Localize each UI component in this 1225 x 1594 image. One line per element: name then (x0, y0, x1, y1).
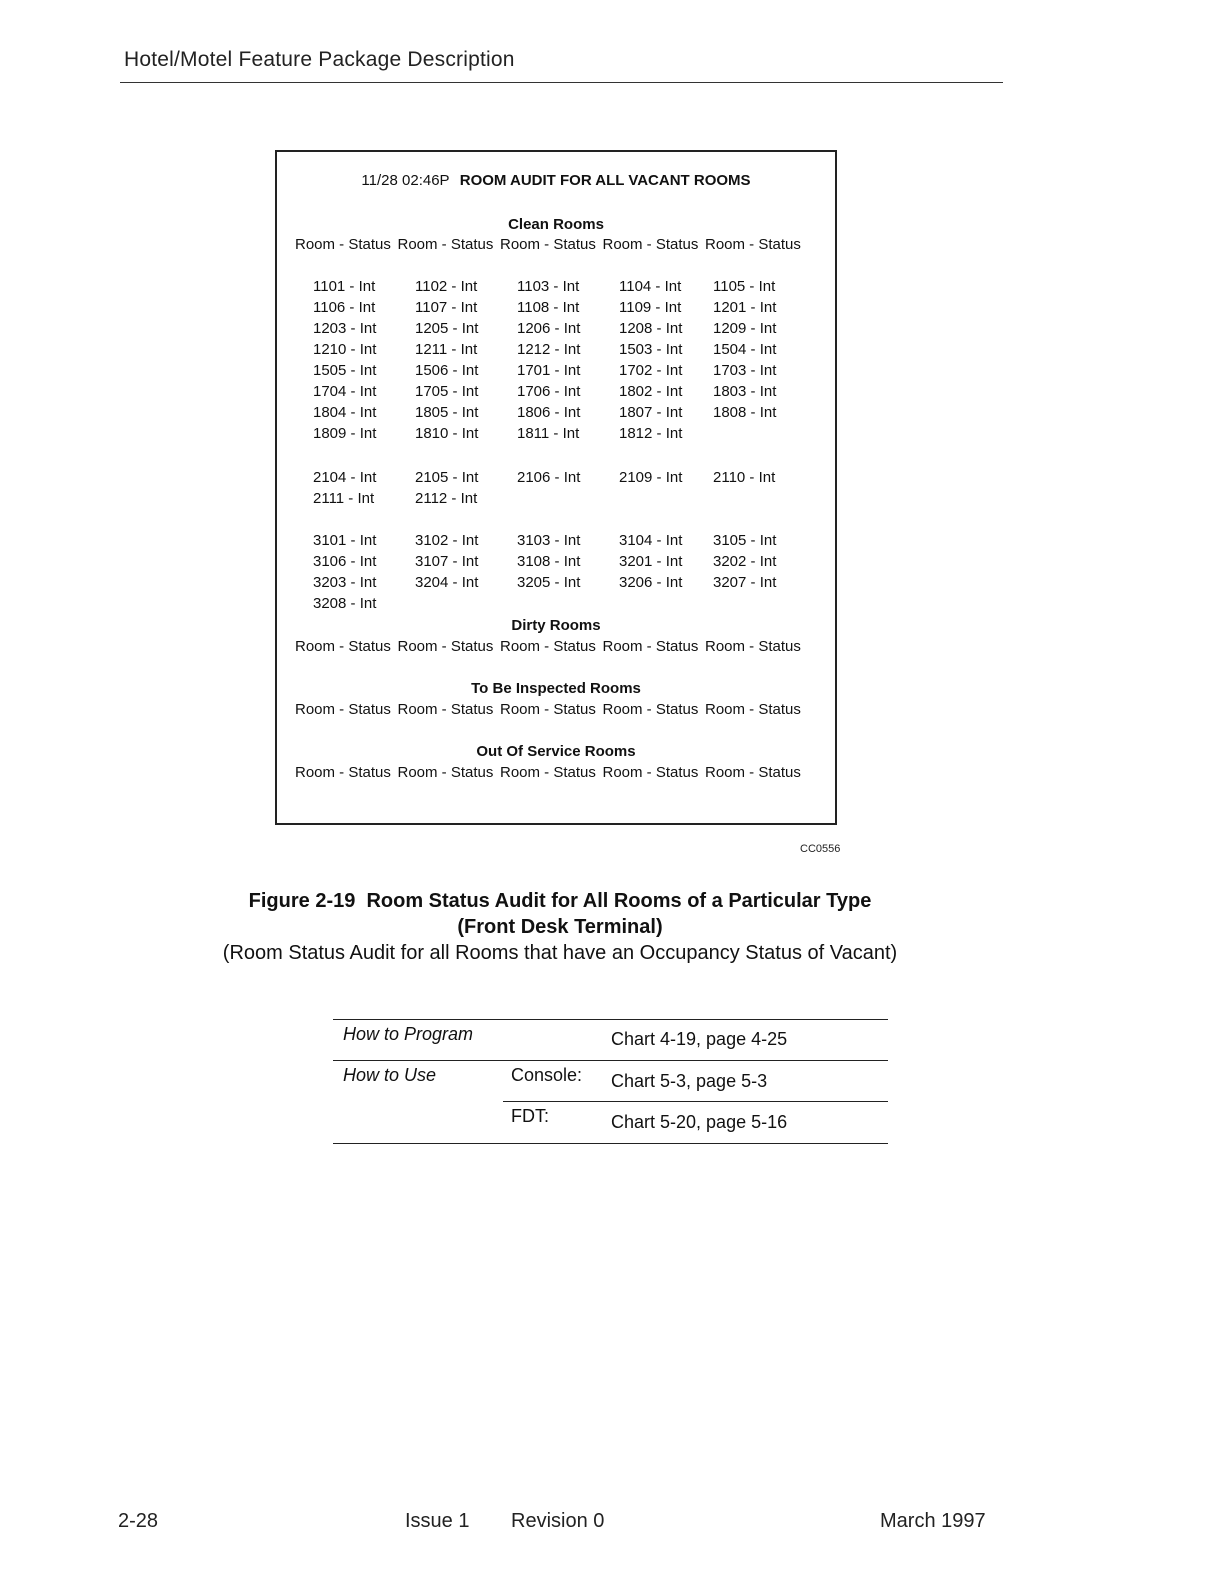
footer-page-number: 2-28 (118, 1510, 159, 1532)
room-status-cell: 1212 - Int (517, 341, 581, 358)
room-status-cell: 2112 - Int (415, 490, 478, 507)
rule-bottom (333, 1143, 888, 1144)
room-status-cell: 1808 - Int (713, 404, 777, 421)
column-header-cell: Room - Status (397, 701, 494, 718)
room-status-cell (713, 593, 815, 614)
how-to-program-label: How to Program (343, 1024, 474, 1044)
room-status-cell: 1108 - Int (517, 299, 580, 316)
column-header-cell: Room - Status (500, 236, 596, 253)
room-status-cell: 3102 - Int (415, 532, 479, 549)
room-status-cell (415, 593, 517, 614)
room-status-cell: 1208 - Int (619, 320, 683, 337)
fdt-value: Chart 5-20, page 5-16 (611, 1112, 788, 1132)
room-status-cell: 1703 - Int (713, 362, 777, 379)
room-status-cell: 2109 - Int (619, 469, 683, 486)
clean-column-header (295, 236, 815, 253)
room-row (313, 360, 815, 381)
room-status-cell (619, 593, 713, 614)
column-header-cell: Room - Status (500, 638, 596, 655)
inspect-column-header (295, 701, 815, 718)
reference-table (333, 1019, 888, 1145)
figure-heading: ROOM AUDIT FOR ALL VACANT ROOMS (459, 172, 751, 189)
room-status-cell: 1812 - Int (619, 425, 683, 442)
column-header-cell: Room - Status (602, 638, 699, 655)
footer-issue: Issue 1 (405, 1510, 470, 1532)
room-status-cell: 1701 - Int (517, 362, 581, 379)
column-header-cell: Room - Status (295, 701, 391, 718)
clean-group-3 (313, 530, 815, 614)
column-header-cell: Room - Status (602, 764, 699, 781)
column-header-cell: Room - Status (295, 638, 391, 655)
room-row (313, 572, 815, 593)
room-status-cell (713, 488, 815, 509)
footer-date: March 1997 (880, 1510, 986, 1532)
room-status-cell: 1704 - Int (313, 383, 377, 400)
room-status-cell: 3105 - Int (713, 532, 777, 549)
header-rule (120, 82, 1003, 83)
room-status-cell: 1103 - Int (517, 278, 580, 295)
console-value: Chart 5-3, page 5-3 (611, 1071, 768, 1091)
room-status-cell: 3106 - Int (313, 553, 377, 570)
room-row (313, 381, 815, 402)
room-status-cell: 3107 - Int (415, 553, 479, 570)
room-row (313, 318, 815, 339)
room-row (313, 297, 815, 318)
column-header-cell: Room - Status (705, 764, 801, 781)
column-header-cell: Room - Status (500, 764, 596, 781)
column-header-cell: Room - Status (397, 236, 494, 253)
room-status-cell: 2111 - Int (313, 490, 375, 507)
room-status-cell: 1109 - Int (619, 299, 682, 316)
room-status-cell: 3104 - Int (619, 532, 683, 549)
room-status-cell: 1811 - Int (517, 425, 580, 442)
clean-group-1 (313, 276, 815, 444)
figure-title (277, 172, 835, 189)
caption-line-2: (Front Desk Terminal) (457, 916, 663, 938)
room-status-cell: 1802 - Int (619, 383, 683, 400)
room-row (313, 530, 815, 551)
room-row (313, 423, 815, 444)
column-header-cell: Room - Status (295, 764, 391, 781)
room-status-cell: 1505 - Int (313, 362, 377, 379)
room-status-cell: 3208 - Int (313, 595, 377, 612)
room-status-cell: 3201 - Int (619, 553, 683, 570)
room-row (313, 402, 815, 423)
figure-timestamp: 11/28 02:46P (361, 172, 450, 189)
room-status-cell: 1506 - Int (415, 362, 479, 379)
column-header-cell: Room - Status (602, 236, 699, 253)
room-status-cell: 1210 - Int (313, 341, 377, 358)
rule-top (333, 1019, 888, 1020)
room-status-cell: 1810 - Int (415, 425, 479, 442)
room-status-cell: 3205 - Int (517, 574, 581, 591)
rule-mid (333, 1060, 888, 1061)
room-status-cell (517, 593, 619, 614)
oos-column-header (295, 764, 815, 781)
room-status-cell: 1102 - Int (415, 278, 478, 295)
oos-rooms-title: Out Of Service Rooms (476, 743, 636, 760)
room-audit-figure (275, 150, 837, 825)
room-row (313, 593, 815, 614)
room-status-cell (517, 488, 619, 509)
room-status-cell: 3203 - Int (313, 574, 377, 591)
room-status-cell: 1706 - Int (517, 383, 581, 400)
room-status-cell: 1105 - Int (713, 278, 776, 295)
room-status-cell: 1211 - Int (415, 341, 478, 358)
room-status-cell: 2110 - Int (713, 469, 776, 486)
room-status-cell: 2104 - Int (313, 469, 377, 486)
room-row (313, 467, 815, 488)
column-header-cell: Room - Status (397, 638, 494, 655)
room-status-cell: 1107 - Int (415, 299, 478, 316)
room-status-cell: 1807 - Int (619, 404, 683, 421)
room-status-cell: 1205 - Int (415, 320, 479, 337)
room-row (313, 339, 815, 360)
column-header-cell: Room - Status (500, 701, 596, 718)
room-status-cell: 1804 - Int (313, 404, 377, 421)
console-label: Console: (511, 1065, 583, 1085)
column-header-cell: Room - Status (705, 638, 801, 655)
caption-line-3: (Room Status Audit for all Rooms that have an Occupancy Status of Vacant) (222, 942, 898, 964)
dirty-column-header (295, 638, 815, 655)
room-status-cell: 1806 - Int (517, 404, 581, 421)
room-row (313, 551, 815, 572)
footer-revision: Revision 0 (511, 1510, 605, 1532)
caption-line-1: Figure 2-19 Room Status Audit for All Rooms of a Particular Type (248, 890, 872, 912)
dirty-rooms-title: Dirty Rooms (511, 617, 601, 634)
room-status-cell: 1503 - Int (619, 341, 683, 358)
room-status-cell (619, 488, 713, 509)
room-status-cell: 3108 - Int (517, 553, 581, 570)
column-header-cell: Room - Status (705, 701, 801, 718)
room-status-cell: 3202 - Int (713, 553, 777, 570)
column-header-cell: Room - Status (602, 701, 699, 718)
figure-code: CC0556 (800, 843, 841, 855)
room-status-cell: 3207 - Int (713, 574, 777, 591)
room-status-cell: 1805 - Int (415, 404, 479, 421)
room-row (313, 276, 815, 297)
room-status-cell: 2106 - Int (517, 469, 581, 486)
room-status-cell: 1702 - Int (619, 362, 683, 379)
room-status-cell: 1803 - Int (713, 383, 777, 400)
column-header-cell: Room - Status (397, 764, 494, 781)
room-status-cell: 3204 - Int (415, 574, 479, 591)
room-status-cell: 1209 - Int (713, 320, 777, 337)
how-to-use-label: How to Use (343, 1065, 437, 1085)
room-status-cell: 1206 - Int (517, 320, 581, 337)
room-status-cell: 1809 - Int (313, 425, 377, 442)
clean-group-2 (313, 467, 815, 509)
room-status-cell: 1504 - Int (713, 341, 777, 358)
room-status-cell: 1705 - Int (415, 383, 479, 400)
column-header-cell: Room - Status (705, 236, 801, 253)
room-status-cell: 1201 - Int (713, 299, 777, 316)
room-status-cell: 1203 - Int (313, 320, 377, 337)
room-status-cell (713, 423, 815, 444)
room-status-cell: 2105 - Int (415, 469, 479, 486)
room-status-cell: 1104 - Int (619, 278, 682, 295)
room-status-cell: 1101 - Int (313, 278, 376, 295)
room-row (313, 488, 815, 509)
column-header-cell: Room - Status (295, 236, 391, 253)
page-header-title: Hotel/Motel Feature Package Description (124, 48, 515, 71)
fdt-label: FDT: (511, 1106, 549, 1126)
room-status-cell: 3103 - Int (517, 532, 581, 549)
room-status-cell: 3101 - Int (313, 532, 377, 549)
how-to-program-value: Chart 4-19, page 4-25 (611, 1029, 788, 1049)
clean-rooms-title: Clean Rooms (508, 216, 604, 233)
room-status-cell: 1106 - Int (313, 299, 376, 316)
inspect-rooms-title: To Be Inspected Rooms (471, 680, 641, 697)
room-status-cell: 3206 - Int (619, 574, 683, 591)
rule-sub (503, 1101, 888, 1102)
